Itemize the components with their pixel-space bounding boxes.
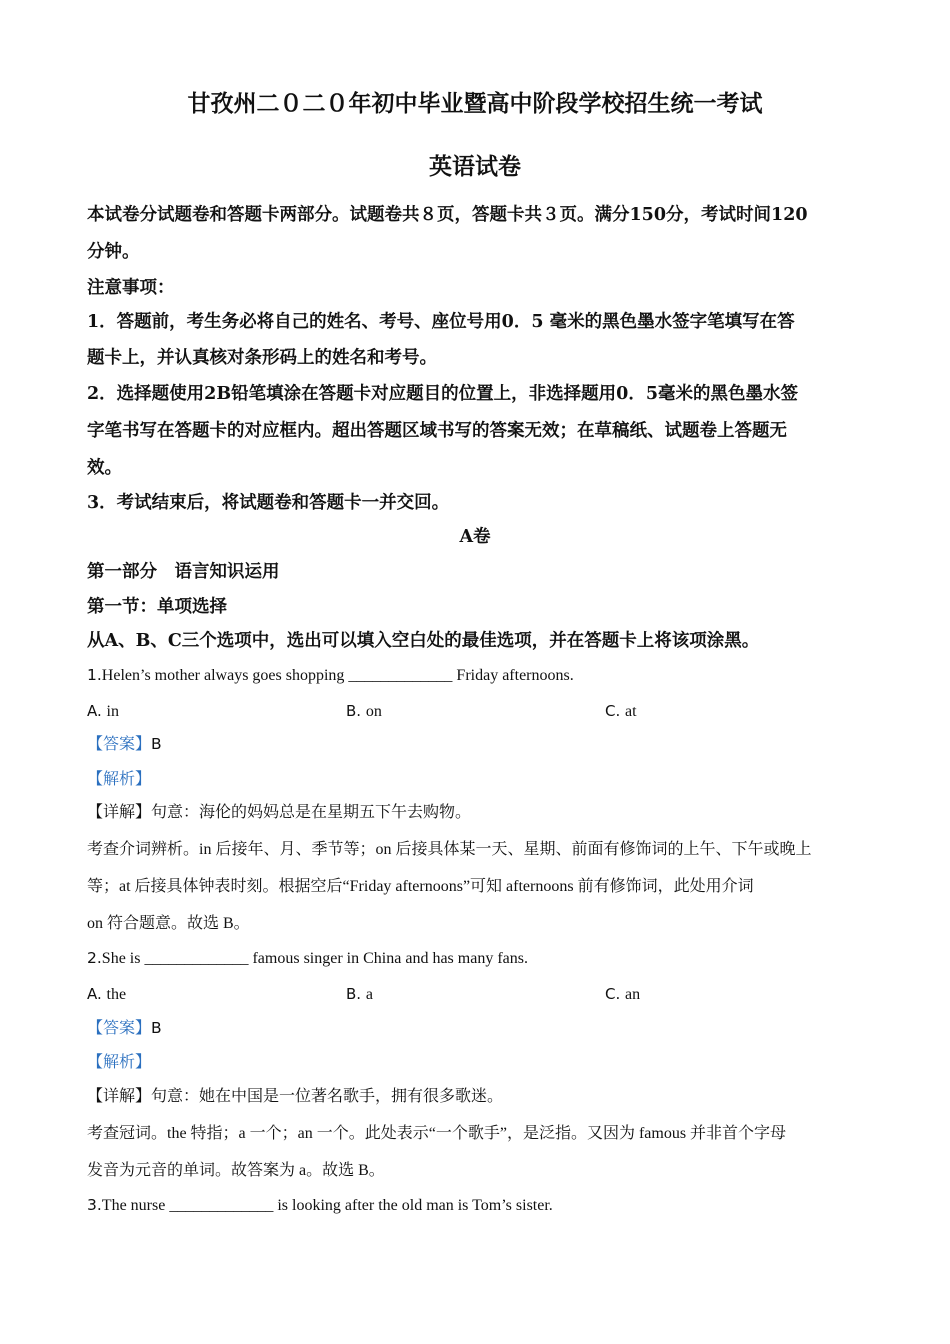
notice-title: 注意事项： [87, 278, 175, 298]
q1-option-a: A. in [87, 702, 119, 720]
notice-2b: 字笔书写在答题卡的对应框内。超出答题区域书写的答案无效；在草稿纸、试题卷上答题无 [87, 421, 787, 441]
subsection-heading: 第一节：单项选择 [87, 597, 227, 617]
q2-analysis-label: 【解析】 [87, 1054, 152, 1071]
q1-detail: 【详解】句意：海伦的妈妈总是在星期五下午去购物。 [87, 804, 472, 821]
instruction: 从A、B、C三个选项中，选出可以填入空白处的最佳选项，并在答题卡上将该项涂黑。 [87, 631, 760, 651]
answer-label: 【答案】 [87, 1020, 152, 1037]
intro-line-2: 分钟。 [87, 242, 140, 262]
q1-explanation-2: 等；at 后接具体钟表时刻。根据空后“Friday afternoons”可知 afternoons 前有修饰词，此处用介词 [87, 878, 754, 895]
q1-option-c: C. at [605, 702, 637, 720]
exam-subtitle: 英语试卷 [429, 153, 521, 180]
q1-explanation-1: 考查介词辨析。in 后接年、月、季节等；on 后接具体某一天、星期、前面有修饰词的上午、下午或晚上 [87, 841, 812, 858]
notice-2a: 2．选择题使用2B铅笔填涂在答题卡对应题目的位置上，非选择题用0．5毫米的黑色墨水签 [87, 384, 798, 404]
q1-explanation-3: on 符合题意。故选 B。 [87, 915, 250, 932]
q1-answer [87, 737, 162, 753]
answer-value: B [151, 1019, 162, 1037]
notice-2c: 效。 [87, 458, 122, 478]
notice-3: 3．考试结束后，将试题卷和答题卡一并交回。 [87, 493, 450, 513]
question-1 [87, 668, 574, 684]
q2-option-b: B. a [346, 985, 373, 1003]
question-3-number: 3. [87, 1196, 102, 1214]
q1-analysis-label: 【解析】 [87, 771, 152, 788]
answer-value: B [151, 735, 162, 753]
q2-explanation-2: 发音为元音的单词。故答案为 a。故选 B。 [87, 1162, 385, 1179]
question-2-stem: She is _____________ famous singer in China and has many fans. [101, 950, 528, 967]
q2-explanation-1: 考查冠词。the 特指；a 一个；an 一个。此处表示“一个歌手”，是泛指。又因为 famous 并非首个字母 [87, 1125, 787, 1142]
intro-line-1: 本试卷分试题卷和答题卡两部分。试题卷共８页，答题卡共３页。满分150分，考试时间120 [87, 205, 808, 225]
q1-option-b: B. on [346, 702, 382, 720]
question-1-number: 1. [87, 666, 102, 684]
question-2 [87, 951, 528, 967]
q2-option-c: C. an [605, 985, 641, 1003]
volume-heading: A卷 [459, 527, 491, 547]
answer-label: 【答案】 [87, 736, 152, 753]
part-heading: 第一部分 语言知识运用 [87, 562, 280, 582]
q2-detail: 【详解】句意：她在中国是一位著名歌手，拥有很多歌迷。 [87, 1088, 504, 1105]
notice-1b: 题卡上，并认真核对条形码上的姓名和考号。 [87, 348, 437, 368]
exam-title: 甘孜州二０二０年初中毕业暨高中阶段学校招生统一考试 [187, 90, 763, 117]
question-2-number: 2. [87, 949, 102, 967]
question-3 [87, 1198, 553, 1214]
q2-answer [87, 1021, 162, 1037]
notice-1a: 1．答题前，考生务必将自己的姓名、考号、座位号用0．5 毫米的黑色墨水签字笔填写在答 [87, 312, 795, 332]
question-1-stem: Helen’s mother always goes shopping _____________ Friday afternoons. [101, 667, 574, 684]
q2-option-a: A. the [87, 985, 127, 1003]
question-3-stem: The nurse _____________ is looking after the old man is Tom’s sister. [101, 1197, 553, 1214]
